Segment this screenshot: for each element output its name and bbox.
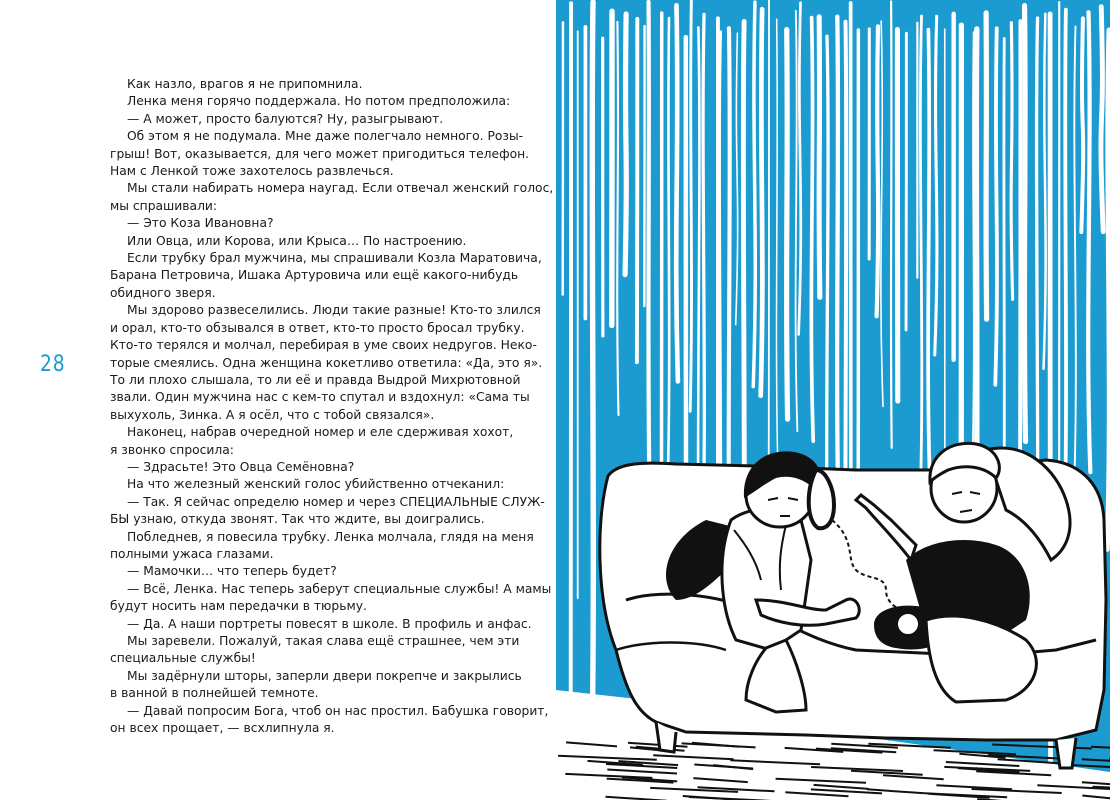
text-line: Об этом я не подумала. Мне даже полегчало немного. Розы- — [127, 129, 524, 144]
curtain-streak — [648, 2, 649, 461]
curtain-streak — [819, 17, 820, 297]
text-line: мы спрашивали: — [110, 198, 218, 213]
text-line: — Давай попросим Бога, чтоб он нас простил. Бабушка говорит, — [127, 703, 549, 718]
page-number: 28 — [40, 352, 66, 377]
text-line: Мы здорово развеселились. Люди такие разные! Кто-то злился — [127, 303, 541, 318]
curtain-streak — [787, 30, 788, 420]
text-line: будут носить нам передачки в тюрьму. — [110, 599, 367, 614]
text-line: Нам с Ленкой тоже захотелось развлечься. — [110, 164, 394, 179]
curtain-streak — [753, 2, 755, 386]
curtain-streak — [1044, 14, 1046, 369]
text-line: — Так. Я сейчас определю номер и через СПЕЦИАЛЬНЫЕ СЛУЖ- — [127, 494, 545, 509]
curtain-streak — [891, 1, 892, 447]
text-line: специальные службы! — [110, 651, 256, 666]
text-line: Мы задёрнули шторы, заперли двери покрепче и закрылись — [127, 668, 522, 683]
curtain-streak — [811, 18, 813, 442]
illustration-svg — [556, 0, 1110, 800]
text-line: — Здрасьте! Это Овца Семёновна? — [127, 459, 355, 474]
girl-left-body — [722, 509, 811, 650]
curtain-streak — [877, 26, 879, 316]
body-text — [110, 76, 554, 737]
text-line: в ванной в полнейшей темноте. — [110, 686, 319, 701]
text-line: БЫ узнаю, откуда звонят. Так что ждите, вы доигрались. — [110, 512, 485, 527]
curtain-streak — [1011, 23, 1013, 300]
curtain-streak — [935, 16, 937, 355]
curtain-streak — [1081, 18, 1083, 232]
curtain-streak — [986, 13, 987, 319]
curtain-streak — [973, 32, 974, 461]
text-line: грыш! Вот, оказывается, для чего может пригодиться телефон. — [110, 146, 530, 161]
text-line: — А может, просто балуются? Ну, разыгрывают. — [127, 111, 444, 126]
curtain-streak — [676, 5, 678, 381]
text-line: Наконец, набрав очередной номер и еле сдерживая хохот, — [127, 425, 514, 440]
curtain-streak — [1101, 7, 1103, 232]
text-line: — Мамочки… что теперь будет? — [127, 564, 337, 579]
text-line: Как назло, врагов я не припомнила. — [127, 77, 363, 91]
curtain-streak — [761, 9, 763, 396]
sofa-leg-right — [1056, 738, 1076, 768]
text-line: На что железный женский голос убийственно отчеканил: — [127, 477, 505, 492]
curtain-streak — [690, 1, 691, 411]
curtain-streak — [1107, 30, 1109, 549]
curtain-streak — [799, 3, 801, 335]
curtain-streak — [625, 14, 626, 275]
text-line: Если трубку брал мужчина, мы спрашивали Козла Маратовича, — [127, 251, 542, 266]
curtain-streak — [1024, 6, 1025, 442]
text-line: Или Овца, или Корова, или Крыса… По настроению. — [127, 233, 467, 248]
text-line: — Да. А наши портреты повесят в школе. В профиль и анфас. — [127, 616, 532, 631]
text-line: — Всё, Ленка. Нас теперь заберут специальные службы! А мамы — [127, 581, 552, 596]
text-line: торые смеялись. Одна женщина кокетливо ответила: «Да, это я». — [110, 355, 543, 370]
text-line: он всех прощает, — всхлипнула я. — [110, 721, 335, 736]
curtain-streak — [617, 22, 618, 415]
curtain-streak — [1088, 12, 1090, 472]
text-line: обидного зверя. — [110, 285, 216, 300]
text-line: полными ужаса глазами. — [110, 546, 274, 561]
text-line: — Это Коза Ивановна? — [127, 216, 274, 231]
curtain-streak — [592, 2, 594, 756]
text-line: Барана Петровича, Ишака Артуровича или ещё какого-нибудь — [110, 268, 519, 283]
text-line: и орал, кто-то обзывался в ответ, кто-то просто бросал трубку. — [110, 320, 525, 335]
text-line: Мы стали набирать номера наугад. Если отвечал женский голос, — [127, 181, 554, 196]
telephone-dial — [897, 613, 919, 635]
text-line: Побледнев, я повесила трубку. Ленка молчала, глядя на меня — [127, 529, 534, 544]
curtain-streak — [995, 28, 997, 384]
curtain-streak — [1065, 10, 1066, 523]
curtain-streak — [928, 30, 930, 486]
curtain-streak — [837, 17, 838, 509]
curtain-streak — [776, 19, 777, 462]
illustration — [556, 0, 1110, 800]
text-line: я звонко спросила: — [110, 442, 234, 457]
curtain-streak — [920, 16, 922, 515]
text-line: звали. Один мужчина нас с кем-то спутал и вздохнул: «Сама ты — [110, 390, 530, 405]
text-line: Ленка меня горячо поддержала. Но потом предположила: — [127, 94, 511, 109]
text-line: То ли плохо слышала, то ли её и правда Выдрой Михрютовной — [110, 372, 521, 387]
curtain-streak — [668, 18, 669, 476]
text-line: Мы заревели. Пожалуй, такая слава ещё страшнее, чем эти — [127, 634, 520, 648]
text-line: выхухоль, Зинка. А я осёл, что с тобой связался». — [110, 407, 435, 422]
text-line: Кто-то терялся и молчал, перебирая в уме своих недругов. Неко- — [110, 338, 537, 353]
